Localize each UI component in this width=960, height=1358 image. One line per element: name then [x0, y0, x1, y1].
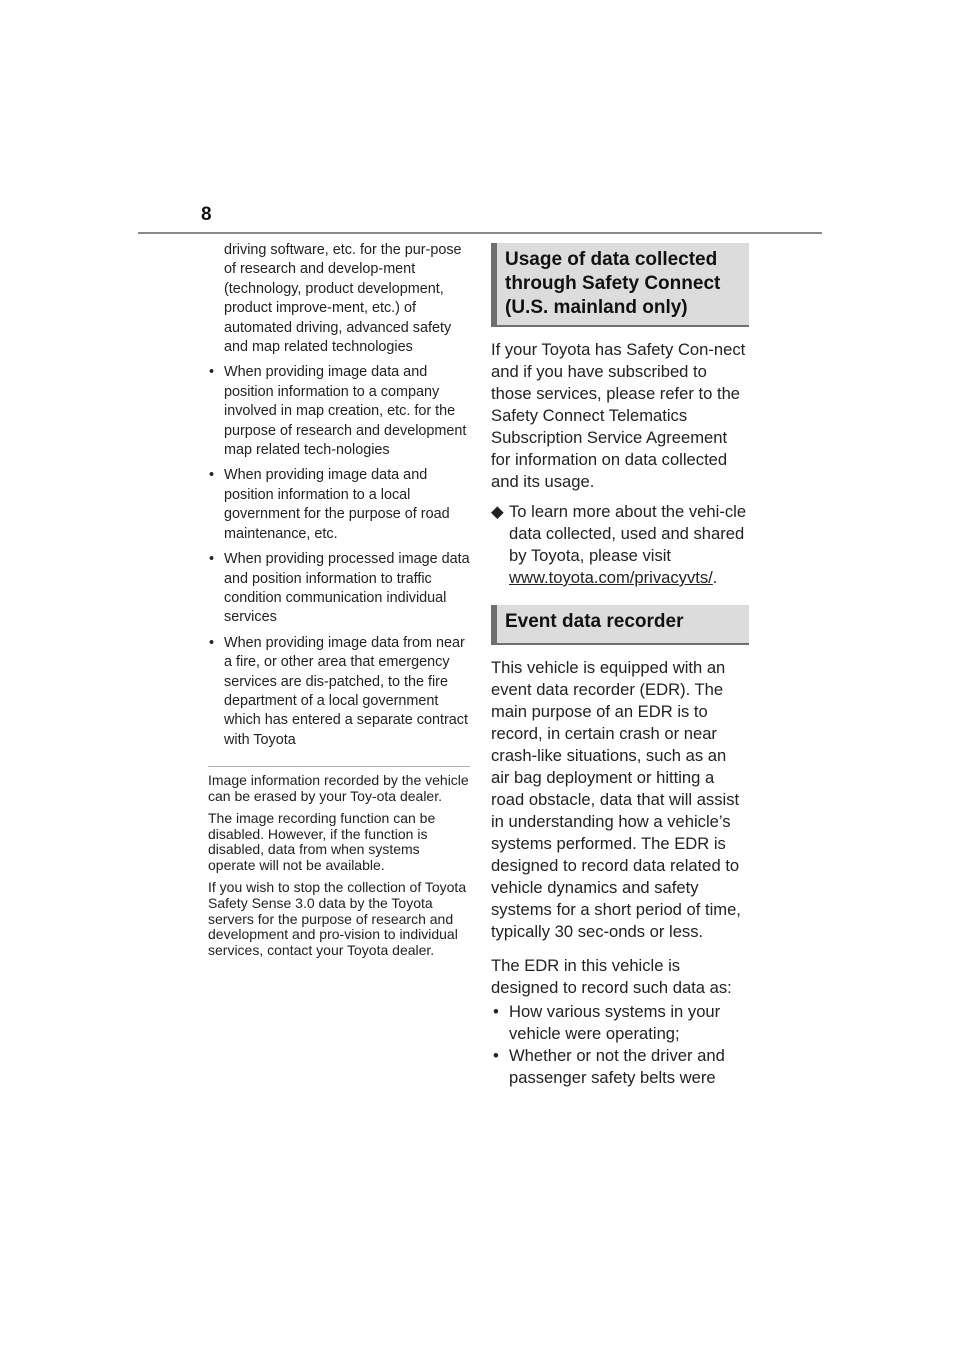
list-item — [208, 634, 470, 750]
edr-paragraph: This vehicle is equipped with an event data recorder (EDR). The main purpose of an EDR is to record, in certain crash or near crash-like situations, such as an air bag deployment or hitting a road obstacle, data that will assist in understanding how a vehicle’s systems performed. The EDR is designed to record data related to vehicle dynamics and safety systems for a short period of time, typically 30 sec-onds or less. — [491, 658, 741, 941]
privacy-bullet — [491, 501, 749, 589]
privacy-bullet-end: . — [712, 568, 718, 587]
bullet-list — [208, 363, 470, 750]
continuation-paragraph: driving software, etc. for the pur-pose of research and develop-ment (technology, product development, product improve-ment, etc.) of automated driving, advanced safety and map related technologies — [224, 242, 462, 356]
bullet-marker: • — [209, 634, 215, 651]
list-item — [208, 550, 470, 628]
notes-divider — [208, 766, 470, 767]
bullet-marker: • — [209, 364, 215, 381]
privacy-bullet-text: To learn more about the vehi-cle data collected, used and shared by Toyota, please visit — [509, 502, 747, 565]
list-item — [208, 363, 470, 460]
bullet-marker: • — [209, 551, 215, 568]
list-item-text: When providing processed image data and position information to traffic condition communication individual services — [224, 551, 470, 626]
list-item-text: Whether or not the driver and passenger safety belts were — [509, 1046, 725, 1087]
list-item-text: How various systems in your vehicle were operating; — [509, 1002, 721, 1043]
list-item-text: When providing image data from near a fire, or other area that emergency services are dis-patched, to the fire department of a local government which has entered a separate contract with Toyota — [224, 634, 468, 748]
list-item — [491, 1045, 749, 1089]
header-rule — [138, 232, 822, 234]
section-heading-event-data-recorder: Event data recorder — [491, 605, 749, 645]
note-paragraph: Image information recorded by the vehicle can be erased by your Toy-ota dealer. — [208, 772, 469, 804]
right-column — [491, 243, 749, 1089]
bullet-marker: • — [209, 467, 215, 484]
edr-record-paragraph: The EDR in this vehicle is designed to record such data as: — [491, 956, 732, 997]
privacy-link[interactable]: www.toyota.com/privacyvts/ — [509, 568, 713, 587]
section-heading-safety-connect: Usage of data collected through Safety Connect (U.S. mainland only) — [491, 243, 749, 327]
notes-section — [208, 773, 470, 959]
edr-list — [491, 1001, 749, 1089]
note-paragraph: If you wish to stop the collection of Toyota Safety Sense 3.0 data by the Toyota servers for the purpose of research and development and pro-vision to individual services, contact your Toyota dealer. — [208, 878, 467, 959]
list-item-text: When providing image data and position information to a company involved in map creation, etc. for the purpose of research and development map related tech-nologies — [224, 364, 467, 459]
bullet-marker: • — [493, 1046, 499, 1065]
page-number: 8 — [201, 204, 212, 225]
bullet-marker: • — [493, 1002, 499, 1021]
left-column — [208, 241, 470, 965]
list-item — [208, 466, 470, 544]
diamond-bullet-icon: ◆ — [491, 502, 504, 521]
note-paragraph: The image recording function can be disabled. However, if the function is disabled, data from when systems operate will not be available. — [208, 809, 436, 874]
list-item-text: When providing image data and position information to a local government for the purpose of road maintenance, etc. — [224, 467, 450, 542]
safety-connect-paragraph: If your Toyota has Safety Con-nect and if you have subscribed to those services, please refer to the Safety Connect Telematics Subscription Service Agreement for information on data collected and its usage. — [491, 340, 746, 491]
list-item — [491, 1001, 749, 1045]
